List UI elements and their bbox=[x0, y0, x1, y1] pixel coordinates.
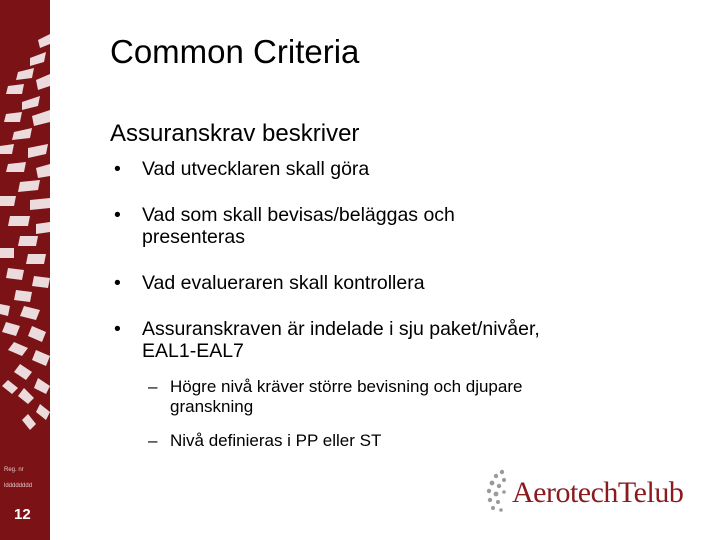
bullet-text: Vad utvecklaren skall göra bbox=[142, 158, 370, 180]
sub-bullet-item bbox=[148, 377, 550, 417]
sub-bullet-item bbox=[148, 431, 550, 451]
registration-label: Reg. nr bbox=[4, 467, 24, 473]
sub-bullet-text: Nivå definieras i PP eller ST bbox=[170, 431, 382, 450]
bullet-text: Assuranskraven är indelade i sju paket/nivåer, EAL1-EAL7 bbox=[142, 318, 540, 362]
sub-bullet-marker: – bbox=[148, 377, 158, 396]
slide-title: Common Criteria bbox=[110, 33, 360, 70]
bullet-item bbox=[114, 158, 369, 180]
swirl-pattern-graphic bbox=[0, 0, 50, 540]
bullet-text: Vad som skall bevisas/beläggas och presenteras bbox=[142, 204, 455, 248]
company-logo bbox=[484, 466, 704, 518]
sub-bullet-text: Högre nivå kräver större bevisning och djupare granskning bbox=[170, 377, 523, 416]
logo-wordmark: AerotechTelub bbox=[512, 476, 684, 509]
bullet-item bbox=[114, 272, 425, 294]
page-number: 12 bbox=[14, 506, 31, 523]
bullet-text: Vad evalueraren skall kontrollera bbox=[142, 272, 425, 294]
bullet-marker: • bbox=[114, 204, 121, 226]
bullet-marker: • bbox=[114, 272, 121, 294]
bullet-marker: • bbox=[114, 318, 121, 340]
left-decorative-sidebar bbox=[0, 0, 50, 540]
bullet-item bbox=[114, 318, 542, 362]
bullet-marker: • bbox=[114, 158, 121, 180]
bullet-item bbox=[114, 204, 562, 248]
registration-number: ldddddddd bbox=[4, 483, 33, 489]
logo-swirl-icon bbox=[484, 466, 510, 518]
slide-subtitle: Assuranskrav beskriver bbox=[110, 120, 360, 147]
sub-bullet-marker: – bbox=[148, 431, 158, 450]
